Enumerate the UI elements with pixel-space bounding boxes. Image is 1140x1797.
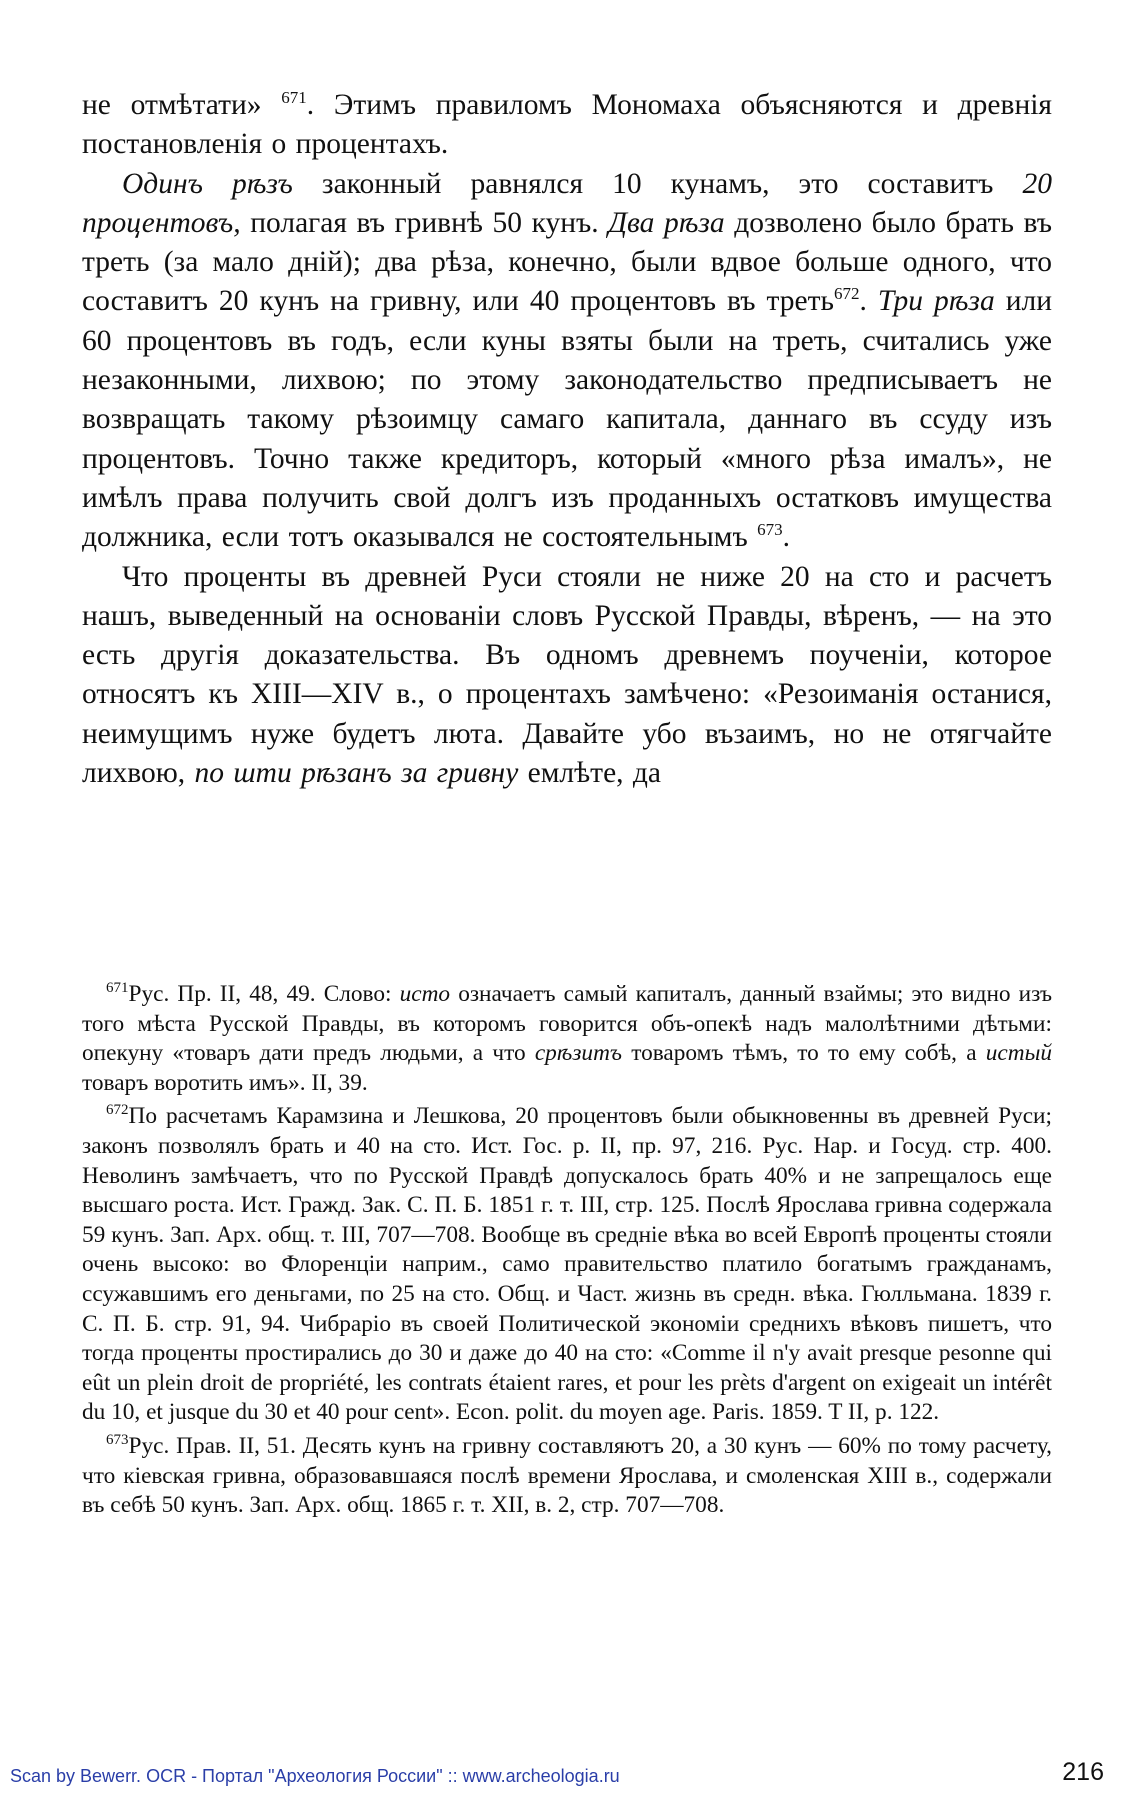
text-segment: или 60 процентовъ въ годъ, если куны взяты были на треть, считались уже незаконными, лихвою; по этому законодательство предписываетъ не возвращать такому рѣзоимцу самаго капитала, даннаго въ ссуду изъ процентовъ. Точно также кредиторъ, который «много рѣза ималъ», не имѣлъ права получить свой долгъ изъ проданныхъ остатковъ имущества должника, если тотъ оказывался не состоятельнымъ (82, 285, 1053, 554)
italic-term: исто (399, 981, 451, 1007)
text-segment: . Этимъ правиломъ Мономаха объясняются и древнія постановленія о процентахъ. (82, 89, 1052, 161)
text-segment: . (859, 285, 878, 318)
footnote-text: По расчетамъ Карамзина и Лешкова, 20 процентовъ были обыкновенны въ древней Руси; законъ позволялъ брать и 40 на сто. Ист. Гос. р. II, пр. 97, 216. Рус. Нар. и Госуд. стр. 400. Неволинъ замѣчаетъ, что по Русской Правдѣ допускалось брать 40% и не запрещалось еще высшаго роста. Ист. Гражд. Зак. С. П. Б. 1851 г. т. III, стр. 125. Послѣ Ярослава гривна содержала 59 кунъ. Зап. Арх. общ. т. III, 707—708. Вообще въ средніе вѣка во всей Европѣ проценты стояли очень высоко: во Флоренціи наприм., само правительство платило богатымъ гражданамъ, ссужавшимъ его деньгами, по 25 на сто. Общ. и Част. жизнь въ средн. вѣка. Гюлльмана. 1839 г. С. П. Б. стр. 91, 94. Чибраріо въ своей Политической экономіи среднихъ вѣковъ пишетъ, что тогда проценты простирались до 30 и даже до 40 на сто: «Comme il n'y avait presque pesonne qui eût un plein droit de propriété, les contrats étaient rares, et pour les prèts d'argent on exigeait un intérêt du 10, et jusque du 30 et 40 pour cent». Econ. polit. du moyen age. Paris. 1859. T II, p. 122. (82, 1103, 1052, 1426)
main-text (82, 86, 1052, 793)
italic-term: 20 процентовъ, (82, 167, 1052, 239)
italic-term: по шти рѣзанъ за гривну (194, 757, 519, 790)
footnote-text: Рус. Пр. II, 48, 49. Слово: (128, 981, 400, 1007)
footnote-ref-672[interactable]: 672 (833, 284, 860, 304)
text-segment: Что проценты въ древней Руси стояли не ниже 20 на сто и расчетъ нашъ, выведенный на основаніи словъ Русской Правды, вѣренъ, — на это есть другія доказательства. Въ одномъ древнемъ поученіи, которое относятъ къ XIII—XIV в., о процентахъ замѣчено: «Резоиманія останися, неимущимъ нуже будетъ люта. Давайте убо възаимъ, но не отягчайте лихвою, (82, 560, 1052, 790)
page-number: 216 (1062, 1758, 1104, 1786)
footnote-672 (82, 1102, 1052, 1428)
italic-term: истый (985, 1040, 1053, 1067)
italic-term: Одинъ рѣзъ (122, 167, 293, 200)
footnote-text: товаръ воротить имъ». II, 39. (82, 1069, 368, 1096)
italic-term: срѣзитъ (534, 1040, 622, 1067)
text-segment: полагая въ гривнѣ 50 кунъ. (240, 206, 609, 239)
paragraph-3 (82, 558, 1052, 794)
footnote-671 (82, 980, 1052, 1098)
scan-credit-link[interactable]: Scan by Bewerr. OCR - Портал "Археология России" :: www.archeologia.ru (10, 1766, 620, 1786)
footnote-text: товаромъ тѣмъ, то то ему собѣ, а (622, 1040, 986, 1067)
paragraph-2 (82, 165, 1052, 558)
footnote-ref-673[interactable]: 673 (757, 520, 783, 540)
text-segment: дозволено было брать въ треть (за мало дній); два рѣза, конечно, были вдвое больше одного, что составитъ 20 кунъ на гривну, или 40 процентовъ въ треть (82, 206, 1053, 318)
text-segment: емлѣте, да (518, 757, 662, 790)
footnote-text: Рус. Прав. II, 51. Десять кунъ на гривну составляютъ 20, а 30 кунъ — 60% по тому расчету, что кіевская гривна, образовавшаяся послѣ времени Ярослава, и смоленская XIII в., содержали въ себѣ 50 кунъ. Зап. Арх. общ. 1865 г. т. XII, в. 2, стр. 707—708. (82, 1432, 1052, 1519)
text-segment: не отмѣтати» (82, 89, 262, 121)
footnote-673 (82, 1432, 1052, 1521)
footnotes (82, 980, 1052, 1525)
footnote-number: 672 (106, 1102, 129, 1119)
text-segment: законный равнялся 10 кунамъ, это составитъ (292, 167, 1023, 200)
text-segment: . (782, 521, 790, 554)
footnote-number: 671 (106, 980, 129, 997)
paragraph-1 (82, 86, 1052, 165)
footnote-text: означаетъ самый капиталъ, данный взаймы; это видно изъ того мѣста Русской Правды, въ которомъ говорится объ-опекѣ надъ малолѣтними дѣтьми: опекуну «товаръ дати предъ людьми, а что (82, 981, 1052, 1067)
italic-term: Три рѣза (877, 285, 995, 318)
italic-term: Два рѣза (608, 206, 725, 239)
footnote-ref-671[interactable]: 671 (281, 88, 307, 108)
footnote-number: 673 (106, 1432, 129, 1449)
